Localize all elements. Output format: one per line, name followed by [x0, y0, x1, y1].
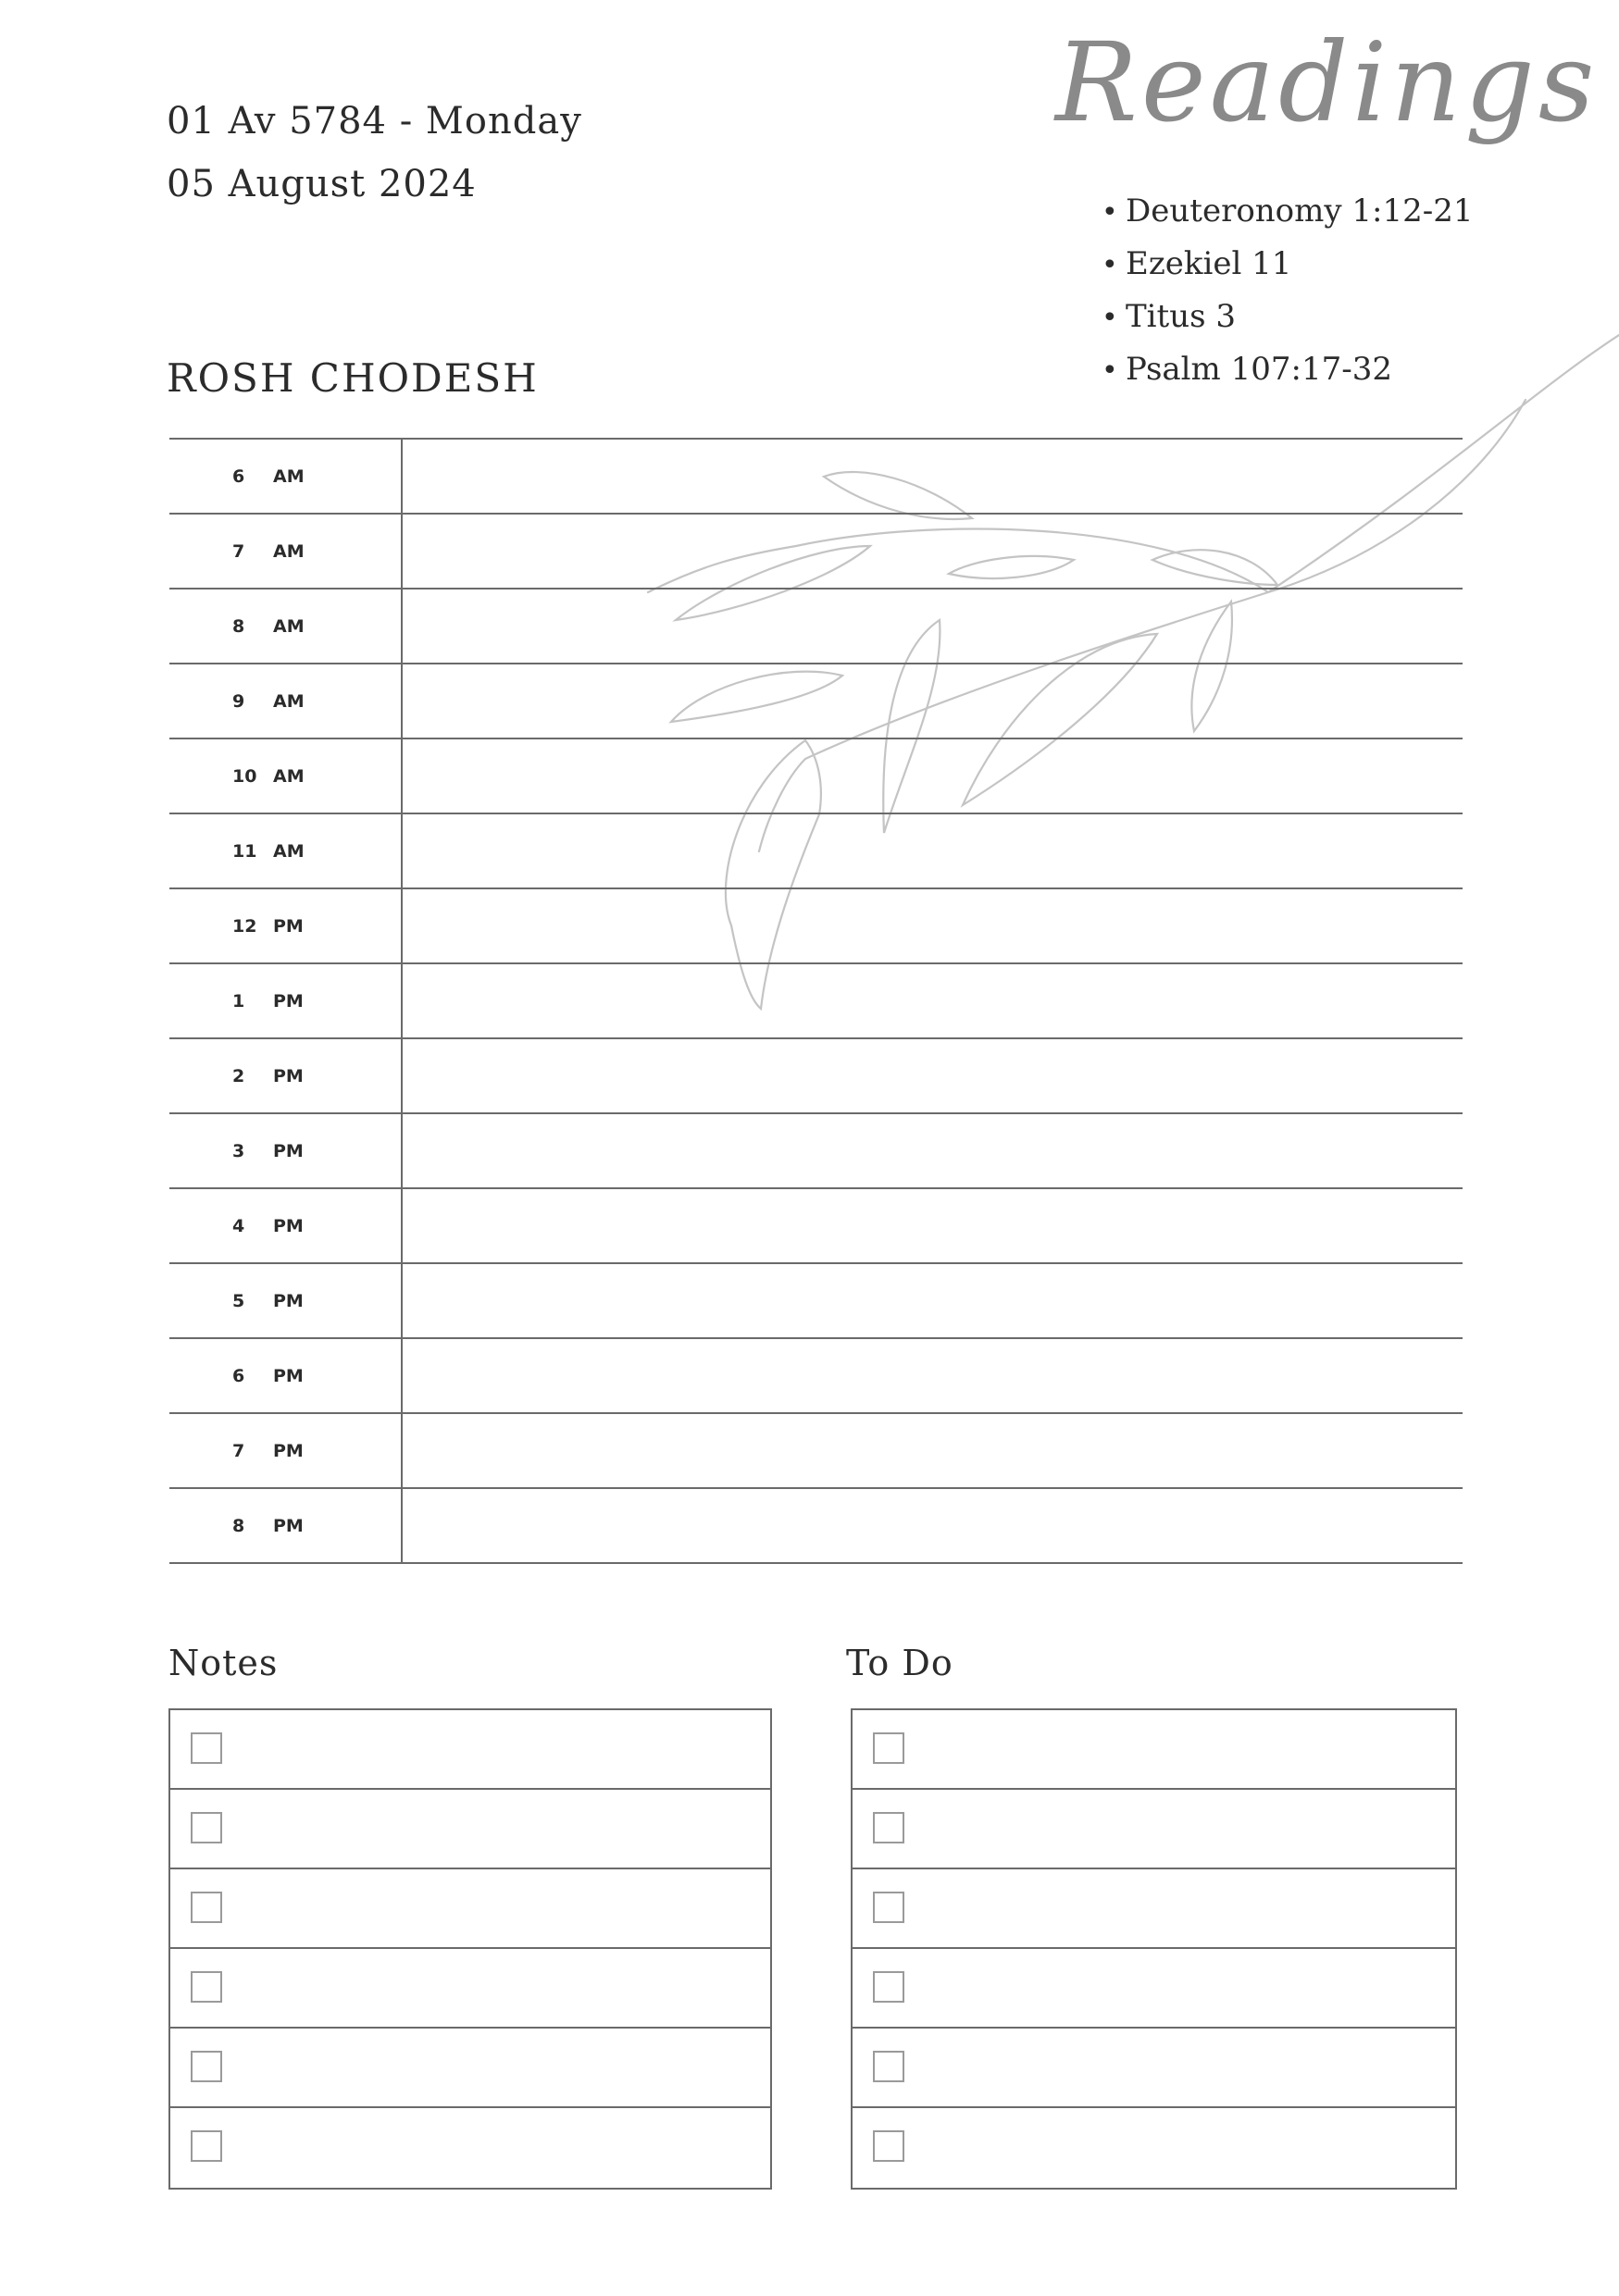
bullet-icon: • [1102, 196, 1118, 229]
time-cell [169, 1339, 403, 1412]
notes-row[interactable] [170, 1949, 770, 2029]
checkbox[interactable] [873, 1892, 904, 1923]
time-cell [169, 590, 403, 663]
notes-row[interactable] [170, 1710, 770, 1790]
notes-row[interactable] [170, 2029, 770, 2108]
schedule-entry[interactable] [403, 814, 1463, 887]
gregorian-date: 05 August 2024 [167, 163, 477, 205]
schedule-entry[interactable] [403, 889, 1463, 962]
schedule-row [169, 515, 1463, 590]
todo-row[interactable] [853, 2029, 1455, 2108]
schedule-row [169, 739, 1463, 814]
hour-label: 5 [232, 1291, 245, 1311]
bullet-icon: • [1102, 302, 1118, 334]
schedule-row [169, 1339, 1463, 1414]
hour-label: 7 [232, 541, 245, 562]
day-title: ROSH CHODESH [167, 355, 539, 401]
time-cell [169, 515, 403, 588]
reading-item [1102, 238, 1474, 291]
schedule-row [169, 664, 1463, 739]
time-cell [169, 664, 403, 738]
period-label: AM [273, 841, 305, 862]
todo-row[interactable] [853, 1790, 1455, 1869]
todo-row[interactable] [853, 1869, 1455, 1949]
checkbox[interactable] [191, 1971, 222, 2003]
period-label: AM [273, 691, 305, 712]
period-label: PM [273, 1216, 304, 1236]
time-cell [169, 1039, 403, 1112]
hour-label: 12 [232, 916, 257, 937]
schedule-row [169, 1189, 1463, 1264]
period-label: PM [273, 1366, 304, 1386]
checkbox[interactable] [191, 1812, 222, 1843]
checkbox[interactable] [191, 2130, 222, 2162]
checkbox[interactable] [191, 1732, 222, 1764]
hour-label: 9 [232, 691, 245, 712]
hour-label: 8 [232, 1516, 245, 1536]
todo-row[interactable] [853, 2108, 1455, 2188]
checkbox[interactable] [873, 2051, 904, 2082]
hour-label: 8 [232, 616, 245, 637]
time-cell [169, 1189, 403, 1262]
notes-title: Notes [168, 1643, 279, 1683]
period-label: AM [273, 466, 305, 487]
hour-label: 2 [232, 1066, 245, 1086]
schedule-entry[interactable] [403, 590, 1463, 663]
schedule-row [169, 889, 1463, 964]
period-label: PM [273, 1291, 304, 1311]
hour-label: 6 [232, 466, 245, 487]
period-label: AM [273, 616, 305, 637]
todo-title: To Do [846, 1643, 953, 1683]
time-cell [169, 1414, 403, 1487]
notes-row[interactable] [170, 1869, 770, 1949]
reading-text: Titus 3 [1126, 298, 1236, 335]
time-cell [169, 964, 403, 1037]
schedule-entry[interactable] [403, 440, 1463, 513]
time-cell [169, 814, 403, 887]
schedule-row [169, 1264, 1463, 1339]
hourly-schedule [169, 438, 1463, 1564]
time-cell [169, 1264, 403, 1337]
time-cell [169, 1114, 403, 1187]
schedule-entry[interactable] [403, 664, 1463, 738]
notes-row[interactable] [170, 2108, 770, 2188]
checkbox[interactable] [873, 1732, 904, 1764]
reading-text: Psalm 107:17-32 [1126, 351, 1392, 388]
todo-row[interactable] [853, 1710, 1455, 1790]
schedule-row [169, 590, 1463, 664]
period-label: AM [273, 766, 305, 787]
hebrew-date: 01 Av 5784 - Monday [167, 100, 582, 143]
hour-label: 11 [232, 841, 257, 862]
schedule-row [169, 1489, 1463, 1564]
bullet-icon: • [1102, 354, 1118, 387]
schedule-entry[interactable] [403, 1489, 1463, 1562]
reading-item [1102, 185, 1474, 238]
checkbox[interactable] [873, 2130, 904, 2162]
checkbox[interactable] [873, 1812, 904, 1843]
schedule-entry[interactable] [403, 739, 1463, 813]
reading-item [1102, 343, 1474, 396]
schedule-entry[interactable] [403, 1264, 1463, 1337]
period-label: AM [273, 541, 305, 562]
todo-list [851, 1708, 1457, 2190]
hour-label: 7 [232, 1441, 245, 1461]
hour-label: 3 [232, 1141, 245, 1161]
notes-row[interactable] [170, 1790, 770, 1869]
notes-list [168, 1708, 772, 2190]
period-label: PM [273, 1141, 304, 1161]
schedule-entry[interactable] [403, 1189, 1463, 1262]
reading-text: Deuteronomy 1:12-21 [1126, 192, 1474, 230]
schedule-row [169, 964, 1463, 1039]
checkbox[interactable] [191, 1892, 222, 1923]
period-label: PM [273, 1441, 304, 1461]
checkbox[interactable] [191, 2051, 222, 2082]
todo-row[interactable] [853, 1949, 1455, 2029]
schedule-entry[interactable] [403, 1039, 1463, 1112]
readings-list [1102, 185, 1474, 396]
period-label: PM [273, 1066, 304, 1086]
schedule-entry[interactable] [403, 964, 1463, 1037]
schedule-row [169, 440, 1463, 515]
schedule-row [169, 1414, 1463, 1489]
schedule-row [169, 1114, 1463, 1189]
period-label: PM [273, 1516, 304, 1536]
period-label: PM [273, 916, 304, 937]
schedule-row [169, 814, 1463, 889]
time-cell [169, 1489, 403, 1562]
hour-label: 4 [232, 1216, 245, 1236]
schedule-entry[interactable] [403, 515, 1463, 588]
bullet-icon: • [1102, 249, 1118, 281]
hour-label: 10 [232, 766, 257, 787]
reading-text: Ezekiel 11 [1126, 245, 1292, 282]
period-label: PM [273, 991, 304, 1011]
hour-label: 1 [232, 991, 245, 1011]
checkbox[interactable] [873, 1971, 904, 2003]
schedule-entry[interactable] [403, 1114, 1463, 1187]
schedule-entry[interactable] [403, 1414, 1463, 1487]
time-cell [169, 440, 403, 513]
schedule-entry[interactable] [403, 1339, 1463, 1412]
time-cell [169, 739, 403, 813]
hour-label: 6 [232, 1366, 245, 1386]
time-cell [169, 889, 403, 962]
readings-heading: Readings [1055, 19, 1599, 146]
reading-item [1102, 291, 1474, 343]
schedule-row [169, 1039, 1463, 1114]
